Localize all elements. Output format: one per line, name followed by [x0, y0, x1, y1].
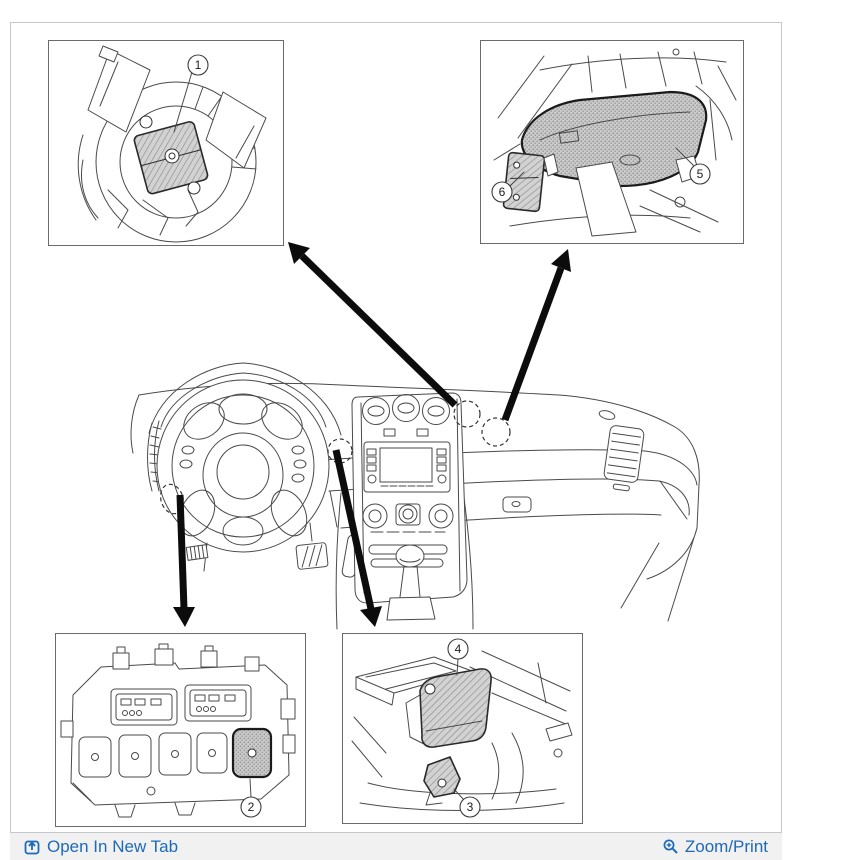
detail-view-1: [49, 41, 284, 246]
arrow-to-detail-top-right: [505, 249, 571, 420]
callout-1-label: 1: [194, 58, 202, 72]
detail-view-2: [481, 41, 744, 244]
zoom-print-link[interactable]: [662, 838, 768, 855]
location-marker-2: [482, 418, 510, 446]
callout-5-label: 5: [696, 167, 704, 181]
open-in-new-tab-label: Open In New Tab: [47, 837, 179, 856]
callout-4-label: 4: [454, 642, 462, 656]
detail-view-3: [56, 634, 306, 827]
component-location-diagram: [11, 23, 781, 832]
zoom-print-label: Zoom/Print: [684, 837, 768, 856]
open-in-new-tab-icon: [24, 838, 41, 855]
diagram-panel: [10, 22, 782, 833]
zoom-icon: [662, 838, 679, 855]
detail-view-4: [343, 634, 583, 824]
viewer-toolbar: [10, 833, 782, 860]
callout-3-label: 3: [466, 800, 474, 814]
callout-6-label: 6: [498, 185, 506, 199]
open-in-new-tab-link[interactable]: [24, 838, 178, 855]
arrow-to-detail-top-left: [288, 242, 455, 405]
callout-2-label: 2: [247, 800, 255, 814]
dashboard-illustration: [131, 363, 699, 629]
part-4-module: [420, 669, 491, 747]
part-6-module: [503, 152, 545, 211]
nav-radio-unit: [364, 442, 450, 492]
